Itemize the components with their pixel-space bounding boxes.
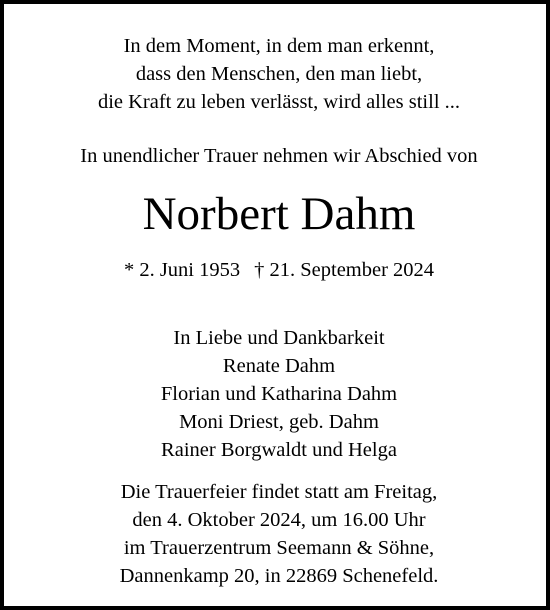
birth-date: * 2. Juni 1953 bbox=[123, 259, 241, 281]
mourner-name: Rainer Borgwaldt und Helga bbox=[161, 439, 397, 461]
service-line-4: Dannenkamp 20, in 22869 Schenefeld. bbox=[119, 565, 439, 587]
life-dates bbox=[4, 258, 550, 282]
mourner-name: Moni Driest, geb. Dahm bbox=[179, 411, 379, 433]
death-date: † 21. September 2024 bbox=[254, 259, 435, 281]
farewell-intro: In unendlicher Trauer nehmen wir Abschied von bbox=[80, 145, 478, 167]
service-line-3: im Trauerzentrum Seemann & Söhne, bbox=[123, 537, 435, 559]
service-line-1: Die Trauerfeier findet statt am Freitag, bbox=[120, 481, 438, 503]
mourner-name: Florian und Katharina Dahm bbox=[160, 383, 398, 405]
mourner-name: Renate Dahm bbox=[222, 355, 336, 377]
mourners-heading: In Liebe und Dankbarkeit bbox=[173, 327, 385, 349]
deceased-name: Norbert Dahm bbox=[142, 188, 416, 240]
quote-line-2: dass den Menschen, den man liebt, bbox=[135, 63, 423, 85]
service-line-2: den 4. Oktober 2024, um 16.00 Uhr bbox=[132, 509, 426, 531]
quote-line-1: In dem Moment, in dem man erkennt, bbox=[123, 35, 435, 57]
quote-line-3: die Kraft zu leben verlässt, wird alles still ... bbox=[97, 91, 461, 113]
